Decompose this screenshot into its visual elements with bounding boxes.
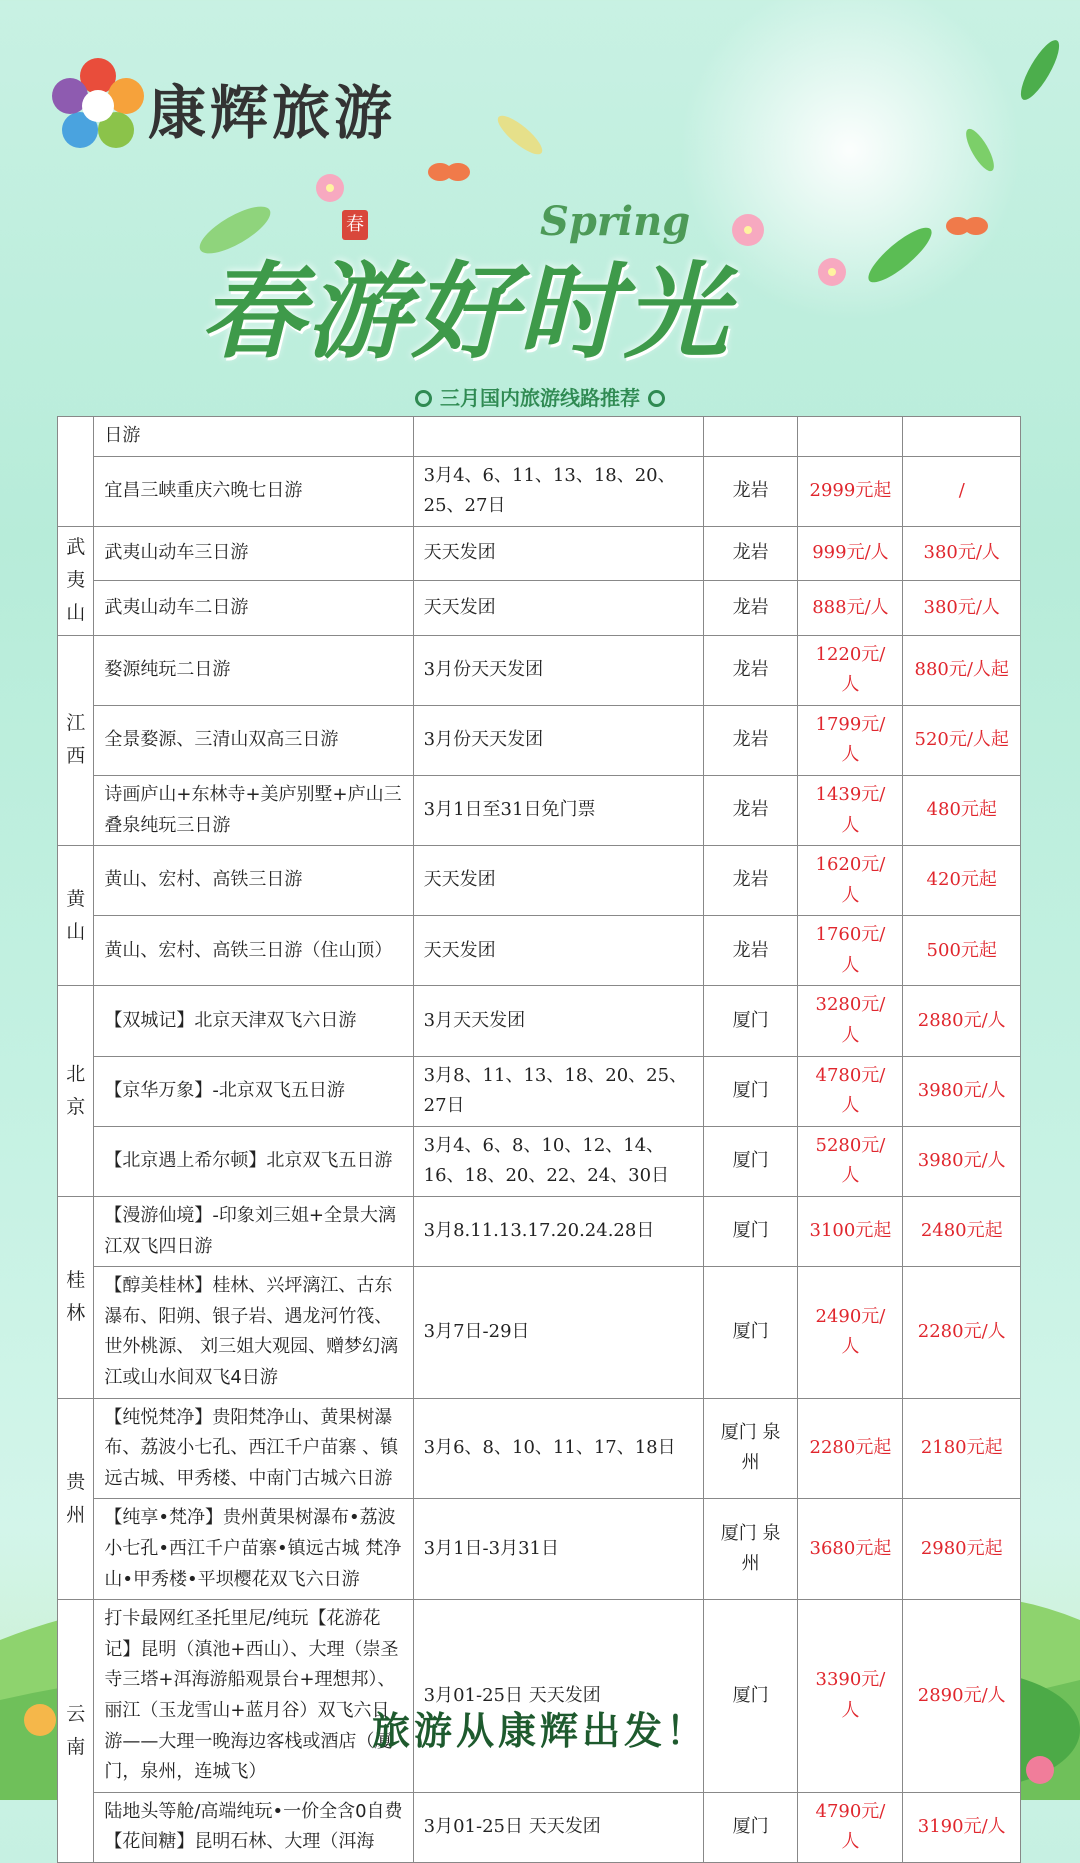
- table-row: [58, 1197, 1021, 1267]
- departure-cell: 厦门 泉州: [703, 1398, 798, 1499]
- footer-slogan: 旅游从康辉出发！: [371, 1709, 708, 1753]
- table-row: [58, 1600, 1021, 1793]
- departure-cell: 龙岩: [703, 705, 798, 775]
- table-row: [58, 986, 1021, 1056]
- child-price-cell: 380元/人: [903, 526, 1021, 580]
- child-price-cell: 3980元/人: [903, 1056, 1021, 1126]
- price-cell: 2999元起: [798, 456, 903, 526]
- price-cell: 1760元/人: [798, 916, 903, 986]
- child-price-cell: 2280元/人: [903, 1267, 1021, 1398]
- route-cell: 陆地头等舱/高端纯玩•一价全含0自费【花间糖】昆明石林、大理（洱海: [94, 1792, 413, 1862]
- date-cell: 3月4、6、11、13、18、20、25、27日: [413, 456, 703, 526]
- date-cell: 天天发团: [413, 581, 703, 635]
- table-row: [58, 775, 1021, 845]
- child-price-cell: [903, 417, 1021, 457]
- departure-cell: 龙岩: [703, 916, 798, 986]
- price-cell: 3680元起: [798, 1499, 903, 1600]
- route-cell: 诗画庐山+东林寺+美庐别墅+庐山三叠泉纯玩三日游: [94, 775, 413, 845]
- page-title: 春游好时光: [200, 250, 731, 373]
- departure-cell: 厦门: [703, 1600, 798, 1793]
- region-cell: 江西: [58, 635, 94, 846]
- region-cell: 云南: [58, 1600, 94, 1863]
- date-cell: 3月天天发团: [413, 986, 703, 1056]
- date-cell: 天天发团: [413, 846, 703, 916]
- price-cell: 1620元/人: [798, 846, 903, 916]
- child-price-cell: 2880元/人: [903, 986, 1021, 1056]
- departure-cell: 厦门: [703, 1056, 798, 1126]
- table-row: [58, 1499, 1021, 1600]
- region-cell: 北京: [58, 986, 94, 1197]
- price-cell: 888元/人: [798, 581, 903, 635]
- table-row: [58, 635, 1021, 705]
- date-cell: 3月8.11.13.17.20.24.28日: [413, 1197, 703, 1267]
- departure-cell: 厦门: [703, 1792, 798, 1862]
- child-price-cell: 2480元起: [903, 1197, 1021, 1267]
- table-row: [58, 846, 1021, 916]
- table-row: [58, 705, 1021, 775]
- date-cell: 3月份天天发团: [413, 635, 703, 705]
- spring-label: Spring: [540, 198, 691, 245]
- spring-seal: 春: [342, 210, 368, 240]
- date-cell: 3月01-25日 天天发团: [413, 1792, 703, 1862]
- brand-name: 康辉旅游: [148, 79, 397, 147]
- table-row: [58, 1267, 1021, 1398]
- date-cell: 天天发团: [413, 916, 703, 986]
- price-cell: 5280元/人: [798, 1126, 903, 1196]
- region-cell: 黄山: [58, 846, 94, 986]
- departure-cell: 厦门: [703, 1197, 798, 1267]
- route-cell: 黄山、宏村、高铁三日游: [94, 846, 413, 916]
- route-cell: 黄山、宏村、高铁三日游（住山顶）: [94, 916, 413, 986]
- date-cell: 3月1日至31日免门票: [413, 775, 703, 845]
- price-cell: 999元/人: [798, 526, 903, 580]
- date-cell: 天天发团: [413, 526, 703, 580]
- route-table: [57, 416, 1021, 1863]
- child-price-cell: 2180元起: [903, 1398, 1021, 1499]
- route-cell: 日游: [94, 417, 413, 457]
- child-price-cell: 3190元/人: [903, 1792, 1021, 1862]
- price-cell: 2490元/人: [798, 1267, 903, 1398]
- date-cell: 3月7日-29日: [413, 1267, 703, 1398]
- date-cell: 3月1日-3月31日: [413, 1499, 703, 1600]
- route-cell: 【京华万象】-北京双飞五日游: [94, 1056, 413, 1126]
- table-row: [58, 456, 1021, 526]
- price-cell: 1220元/人: [798, 635, 903, 705]
- departure-cell: 龙岩: [703, 635, 798, 705]
- child-price-cell: 520元/人起: [903, 705, 1021, 775]
- table-row: [58, 526, 1021, 580]
- route-cell: 武夷山动车三日游: [94, 526, 413, 580]
- table-row: [58, 1398, 1021, 1499]
- departure-cell: 龙岩: [703, 775, 798, 845]
- route-cell: 宜昌三峡重庆六晚七日游: [94, 456, 413, 526]
- date-cell: [413, 417, 703, 457]
- price-cell: [798, 417, 903, 457]
- price-cell: 2280元起: [798, 1398, 903, 1499]
- subtitle-text: 三月国内旅游线路推荐: [440, 386, 640, 410]
- price-cell: 4790元/人: [798, 1792, 903, 1862]
- route-cell: 全景婺源、三清山双高三日游: [94, 705, 413, 775]
- departure-cell: 龙岩: [703, 526, 798, 580]
- departure-cell: 厦门 泉州: [703, 1499, 798, 1600]
- date-cell: 3月6、8、10、11、17、18日: [413, 1398, 703, 1499]
- table-row: [58, 1056, 1021, 1126]
- date-cell: 3月4、6、8、10、12、14、16、18、20、22、24、30日: [413, 1126, 703, 1196]
- price-cell: 1439元/人: [798, 775, 903, 845]
- price-cell: 3100元起: [798, 1197, 903, 1267]
- region-cell: [58, 417, 94, 527]
- child-price-cell: 3980元/人: [903, 1126, 1021, 1196]
- region-cell: 贵州: [58, 1398, 94, 1600]
- table-row: [58, 417, 1021, 457]
- price-cell: 1799元/人: [798, 705, 903, 775]
- price-cell: 3390元/人: [798, 1600, 903, 1793]
- route-cell: 【纯悦梵净】贵阳梵净山、黄果树瀑布、荔波小七孔、西江千户苗寨 、镇远古城、甲秀楼、中南门古城六日游: [94, 1398, 413, 1499]
- table-row: [58, 581, 1021, 635]
- price-cell: 4780元/人: [798, 1056, 903, 1126]
- route-cell: 打卡最网红圣托里尼/纯玩【花游花记】昆明（滇池+西山）、大理（崇圣寺三塔+洱海游船观景台+理想邦）、丽江（玉龙雪山+蓝月谷）双飞六日游——大理一晚海边客栈或酒店（厦门，泉州，连城飞）: [94, 1600, 413, 1793]
- route-cell: 【双城记】北京天津双飞六日游: [94, 986, 413, 1056]
- child-price-cell: 420元起: [903, 846, 1021, 916]
- route-cell: 【北京遇上希尔顿】北京双飞五日游: [94, 1126, 413, 1196]
- departure-cell: 厦门: [703, 1126, 798, 1196]
- price-cell: 3280元/人: [798, 986, 903, 1056]
- route-cell: 【醇美桂林】桂林、兴坪漓江、古东瀑布、阳朔、银子岩、遇龙河竹筏、世外桃源、 刘三姐大观园、赠梦幻漓江或山水间双飞4日游: [94, 1267, 413, 1398]
- child-price-cell: 500元起: [903, 916, 1021, 986]
- departure-cell: 厦门: [703, 986, 798, 1056]
- date-cell: 3月份天天发团: [413, 705, 703, 775]
- child-price-cell: 380元/人: [903, 581, 1021, 635]
- date-cell: 3月01-25日 天天发团: [413, 1600, 703, 1793]
- route-cell: 【漫游仙境】-印象刘三姐+全景大漓江双飞四日游: [94, 1197, 413, 1267]
- departure-cell: 龙岩: [703, 456, 798, 526]
- date-cell: 3月8、11、13、18、20、25、27日: [413, 1056, 703, 1126]
- departure-cell: 龙岩: [703, 846, 798, 916]
- child-price-cell: 480元起: [903, 775, 1021, 845]
- child-price-cell: 880元/人起: [903, 635, 1021, 705]
- child-price-cell: 2980元起: [903, 1499, 1021, 1600]
- table-row: [58, 1792, 1021, 1862]
- route-cell: 婺源纯玩二日游: [94, 635, 413, 705]
- departure-cell: 厦门: [703, 1267, 798, 1398]
- route-cell: 武夷山动车二日游: [94, 581, 413, 635]
- route-cell: 【纯享•梵净】贵州黄果树瀑布•荔波小七孔•西江千户苗寨•镇远古城 梵净山•甲秀楼•平坝樱花双飞六日游: [94, 1499, 413, 1600]
- child-price-cell: 2890元/人: [903, 1600, 1021, 1793]
- region-cell: 武夷山: [58, 526, 94, 635]
- table-row: [58, 1126, 1021, 1196]
- table-row: [58, 916, 1021, 986]
- child-price-cell: /: [903, 456, 1021, 526]
- departure-cell: 龙岩: [703, 581, 798, 635]
- region-cell: 桂林: [58, 1197, 94, 1399]
- departure-cell: [703, 417, 798, 457]
